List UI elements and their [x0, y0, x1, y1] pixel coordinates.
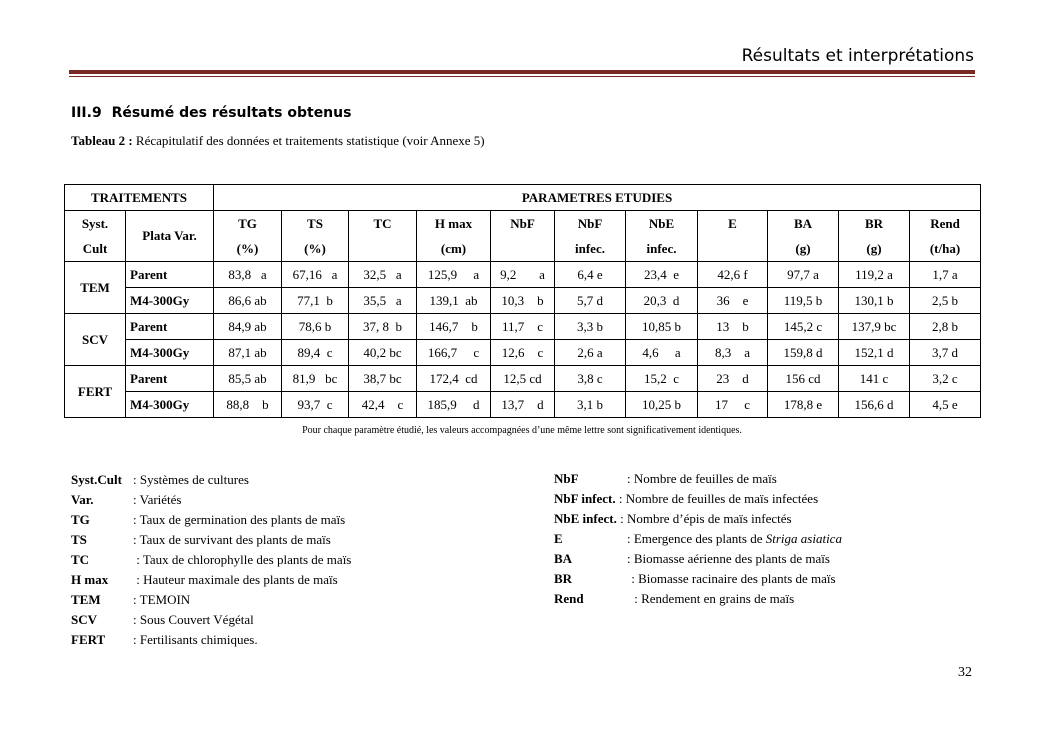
value-cell: 36 e [698, 288, 768, 314]
value-cell: 4,6 a [626, 340, 698, 366]
legend-item [554, 529, 842, 549]
legend-term: NbE infect. [554, 511, 617, 526]
legend-def: : Sous Couvert Végétal [133, 612, 254, 627]
legend-item [71, 530, 351, 550]
value-cell: 35,5 a [349, 288, 417, 314]
param-header: NbF [555, 211, 626, 237]
legend-term: TC [71, 552, 90, 567]
legend-def: : Nombre de feuilles de maïs infectées [618, 491, 819, 506]
value-cell: 1,7 a [910, 262, 981, 288]
param-unit: infec. [626, 236, 698, 262]
param-header: BA [768, 211, 839, 237]
legend-term: TS [71, 532, 87, 547]
value-cell: 11,7 c [491, 314, 555, 340]
results-table [64, 184, 981, 418]
value-cell: 152,1 d [839, 340, 910, 366]
value-cell: 37, 8 b [349, 314, 417, 340]
legend-def: : TEMOIN [133, 592, 191, 607]
legend-item [71, 630, 351, 650]
value-cell: 32,5 a [349, 262, 417, 288]
legend-def-italic: Striga asiatica [765, 531, 842, 546]
value-cell: 10,85 b [626, 314, 698, 340]
legend-left [71, 470, 351, 650]
param-header: TS [282, 211, 349, 237]
header-rule-thick [69, 70, 975, 74]
value-cell: 137,9 bc [839, 314, 910, 340]
value-cell: 13,7 d [491, 392, 555, 418]
value-cell: 4,5 e [910, 392, 981, 418]
value-cell: 141 c [839, 366, 910, 392]
legend-term: Syst.Cult [71, 472, 122, 487]
legend-item [71, 470, 351, 490]
legend-def: : Rendement en grains de maïs [631, 591, 795, 606]
value-cell: 87,1 ab [214, 340, 282, 366]
value-cell: 6,4 e [555, 262, 626, 288]
param-unit: (t/ha) [910, 236, 981, 262]
value-cell: 93,7 c [282, 392, 349, 418]
legend-term: FERT [71, 632, 106, 647]
value-cell: 3,8 c [555, 366, 626, 392]
value-cell: 20,3 d [626, 288, 698, 314]
value-cell: 125,9 a [417, 262, 491, 288]
legend-item [554, 469, 842, 489]
table-row [65, 366, 981, 392]
value-cell: 119,2 a [839, 262, 910, 288]
param-header: E [698, 211, 768, 237]
param-unit: (cm) [417, 236, 491, 262]
value-cell: 40,2 bc [349, 340, 417, 366]
legend-right [554, 469, 842, 609]
param-unit [491, 236, 555, 262]
legend-def: : Hauteur maximale des plants de maïs [133, 572, 338, 587]
table-row [65, 392, 981, 418]
value-cell: 17 c [698, 392, 768, 418]
legend-term: Rend [554, 591, 584, 606]
table-caption [71, 133, 485, 149]
table-row [65, 340, 981, 366]
value-cell: 8,3 a [698, 340, 768, 366]
value-cell: 9,2 a [491, 262, 555, 288]
value-cell: 23 d [698, 366, 768, 392]
running-head: Résultats et interprétations [741, 46, 974, 66]
value-cell: 86,6 ab [214, 288, 282, 314]
value-cell: 81,9 bc [282, 366, 349, 392]
param-unit: (%) [282, 236, 349, 262]
legend-item [71, 510, 351, 530]
value-cell: 3,2 c [910, 366, 981, 392]
legend-def: : Systèmes de cultures [133, 472, 249, 487]
param-unit [698, 236, 768, 262]
param-header: TG [214, 211, 282, 237]
section-title-text: Résumé des résultats obtenus [111, 105, 352, 121]
param-header: H max [417, 211, 491, 237]
legend-def: : Biomasse racinaire des plants de maïs [628, 571, 836, 586]
variety-cell: Parent [126, 262, 214, 288]
value-cell: 178,8 e [768, 392, 839, 418]
legend-def: : Taux de survivant des plants de maïs [133, 532, 331, 547]
value-cell: 78,6 b [282, 314, 349, 340]
value-cell: 23,4 e [626, 262, 698, 288]
legend-item [554, 569, 842, 589]
param-unit: (g) [768, 236, 839, 262]
page-number: 32 [958, 665, 972, 680]
legend-term: BR [554, 571, 573, 586]
value-cell: 5,7 d [555, 288, 626, 314]
value-cell: 38,7 bc [349, 366, 417, 392]
table-row [65, 314, 981, 340]
value-cell: 172,4 cd [417, 366, 491, 392]
param-unit: (%) [214, 236, 282, 262]
header-rule-thin [69, 76, 975, 77]
value-cell: 12,6 c [491, 340, 555, 366]
value-cell: 89,4 c [282, 340, 349, 366]
value-cell: 156,6 d [839, 392, 910, 418]
value-cell: 10,25 b [626, 392, 698, 418]
value-cell: 77,1 b [282, 288, 349, 314]
legend-term: BA [554, 551, 573, 566]
value-cell: 2,8 b [910, 314, 981, 340]
legend-term: TG [71, 512, 90, 527]
legend-item [71, 610, 351, 630]
legend-term: E [554, 531, 563, 546]
table-row [65, 288, 981, 314]
legend-term: Var. [71, 492, 94, 507]
value-cell: 84,9 ab [214, 314, 282, 340]
variety-cell: M4-300Gy [126, 288, 214, 314]
value-cell: 3,3 b [555, 314, 626, 340]
legend-item [71, 570, 351, 590]
value-cell: 15,2 c [626, 366, 698, 392]
param-header: NbF [491, 211, 555, 237]
section-title [71, 105, 351, 121]
param-unit: (g) [839, 236, 910, 262]
value-cell: 166,7 c [417, 340, 491, 366]
value-cell: 12,5 cd [491, 366, 555, 392]
treatments-header: TRAITEMENTS [65, 185, 214, 211]
legend-item [554, 589, 842, 609]
section-number: III.9 [71, 105, 102, 121]
param-header: NbE [626, 211, 698, 237]
table-row [65, 262, 981, 288]
variety-header: Plata Var. [126, 211, 214, 262]
value-cell: 2,6 a [555, 340, 626, 366]
legend-def: : Taux de chlorophylle des plants de maïs [133, 552, 352, 567]
value-cell: 13 b [698, 314, 768, 340]
value-cell: 97,7 a [768, 262, 839, 288]
value-cell: 3,1 b [555, 392, 626, 418]
value-cell: 139,1 ab [417, 288, 491, 314]
syst-cult-header-bot: Cult [65, 236, 126, 262]
value-cell: 42,4 c [349, 392, 417, 418]
legend-term: TEM [71, 592, 101, 607]
legend-item [71, 490, 351, 510]
variety-cell: M4-300Gy [126, 340, 214, 366]
table-body [65, 262, 981, 418]
value-cell: 88,8 b [214, 392, 282, 418]
variety-cell: Parent [126, 314, 214, 340]
value-cell: 42,6 f [698, 262, 768, 288]
param-header: Rend [910, 211, 981, 237]
value-cell: 119,5 b [768, 288, 839, 314]
system-cell: TEM [65, 262, 126, 314]
value-cell: 2,5 b [910, 288, 981, 314]
param-unit: infec. [555, 236, 626, 262]
variety-cell: Parent [126, 366, 214, 392]
legend-item [71, 550, 351, 570]
legend-def: : Nombre de feuilles de maïs [627, 471, 777, 486]
legend-term: NbF infect. [554, 491, 616, 506]
parameters-header: PARAMETRES ETUDIES [214, 185, 981, 211]
value-cell: 3,7 d [910, 340, 981, 366]
value-cell: 159,8 d [768, 340, 839, 366]
table-footnote: Pour chaque paramètre étudié, les valeurs accompagnées d’une même lettre sont significativement identiques. [302, 425, 742, 436]
legend-item [554, 509, 842, 529]
value-cell: 185,9 d [417, 392, 491, 418]
legend-item [554, 549, 842, 569]
legend-def: : Variétés [133, 492, 182, 507]
legend-def: : Taux de germination des plants de maïs [133, 512, 346, 527]
value-cell: 85,5 ab [214, 366, 282, 392]
value-cell: 10,3 b [491, 288, 555, 314]
legend-def: : Biomasse aérienne des plants de maïs [627, 551, 830, 566]
param-unit [349, 236, 417, 262]
value-cell: 130,1 b [839, 288, 910, 314]
system-cell: SCV [65, 314, 126, 366]
legend-term: NbF [554, 471, 579, 486]
legend-term: H max [71, 572, 109, 587]
param-header: BR [839, 211, 910, 237]
system-cell: FERT [65, 366, 126, 418]
value-cell: 145,2 c [768, 314, 839, 340]
table-caption-label: Tableau 2 : [71, 133, 133, 148]
legend-item [71, 590, 351, 610]
param-header: TC [349, 211, 417, 237]
syst-cult-header-top: Syst. [65, 211, 126, 237]
value-cell: 67,16 a [282, 262, 349, 288]
table-caption-text: Récapitulatif des données et traitements statistique (voir Annexe 5) [135, 133, 485, 148]
legend-def: : Fertilisants chimiques. [133, 632, 258, 647]
value-cell: 156 cd [768, 366, 839, 392]
value-cell: 83,8 a [214, 262, 282, 288]
legend-item [554, 489, 842, 509]
legend-def: : Emergence des plants de [627, 531, 766, 546]
legend-term: SCV [71, 612, 98, 627]
value-cell: 146,7 b [417, 314, 491, 340]
legend-def: : Nombre d’épis de maïs infectés [620, 511, 792, 526]
variety-cell: M4-300Gy [126, 392, 214, 418]
